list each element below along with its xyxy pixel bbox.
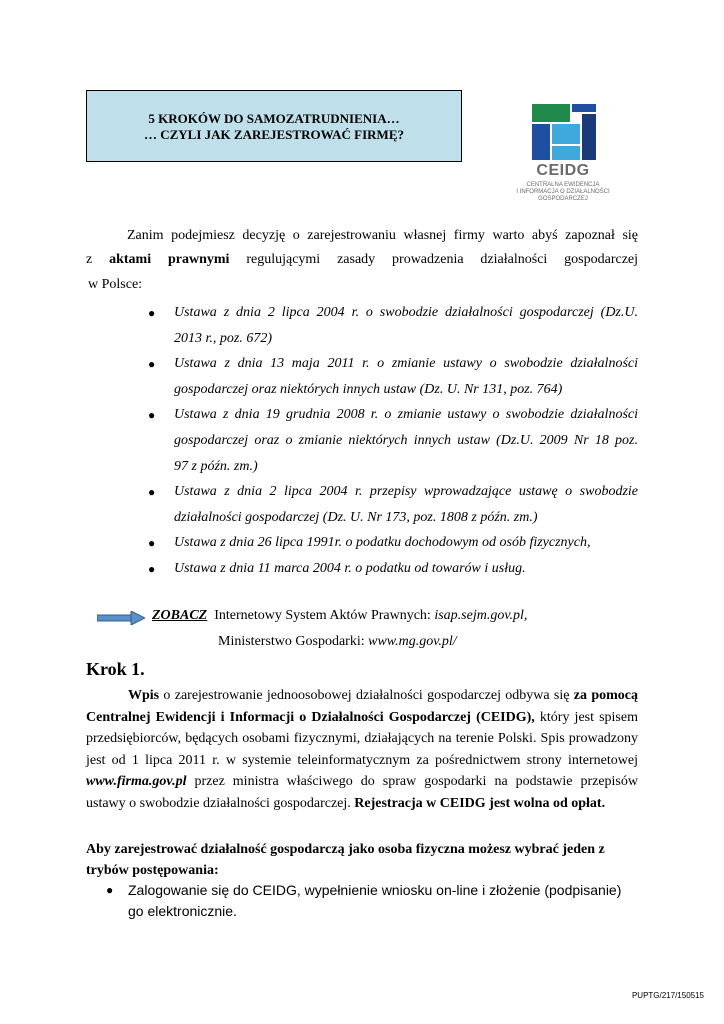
bullet-icon: ● <box>148 536 156 550</box>
see-also-line-1 <box>152 605 632 627</box>
law-item-line: działalności gospodarczej (Dz. U. Nr 173, poz. 1808 z późn. zm.) <box>174 510 538 525</box>
step-1-text-part: który jest spisem przedsiębiorców, będących osobami fizycznymi, działających na terenie Polski. Spis prowadzony jest od 1 lipca 2011 r. w systemie teleinformatycznym za pośrednictwem strony internetowej <box>86 709 638 768</box>
title-line-1: 5 KROKÓW DO SAMOZATRUDNIENIA… <box>148 111 400 126</box>
law-item-line: 97 z późn. zm.) <box>174 459 258 474</box>
logo-subtitle-line-2: I INFORMACJA O DZIAŁALNOŚCI <box>516 189 610 195</box>
law-item-line: gospodarczej oraz o zmianie niektórych innych ustaw (Dz.U. 2009 Nr 18 poz. <box>174 433 638 448</box>
law-item <box>148 530 638 556</box>
see-line-1-text: Internetowy System Aktów Prawnych: <box>214 608 431 623</box>
see-also-line-2 <box>218 631 638 653</box>
firma-link[interactable]: www.firma.gov.pl <box>86 774 187 789</box>
bullet-icon: ● <box>148 485 156 499</box>
step-1-heading: Krok 1. <box>86 659 145 679</box>
free-registration-bold: Rejestracja w CEIDG jest wolna od opłat. <box>354 795 606 811</box>
isap-link[interactable]: isap.sejm.gov.pl, <box>434 608 528 623</box>
intro-line-2 <box>86 248 638 273</box>
logo-subtitle <box>508 182 618 203</box>
law-item <box>148 402 638 480</box>
law-item <box>148 351 638 403</box>
step-1-paragraph <box>86 685 638 814</box>
modes-title: Aby zarejestrować działalność gospodarczą jako osoba fizyczna możesz wybrać jeden z trybów postępowania: <box>86 842 605 878</box>
see-label: ZOBACZ <box>152 608 208 623</box>
mg-link[interactable]: www.mg.gov.pl/ <box>368 634 457 649</box>
document-code: PUPTG/217/150515 <box>631 991 704 1000</box>
bullet-icon: ● <box>148 306 156 320</box>
intro-line-2-post: regulującymi zasady prowadzenia działalności gospodarczej <box>246 252 639 267</box>
law-item <box>148 300 638 352</box>
bullet-icon: ● <box>148 357 156 371</box>
law-item-line: gospodarczej oraz niektórych innych ustaw (Dz. U. Nr 131, poz. 764) <box>174 382 563 397</box>
step-1-text-part: o zarejestrowanie jednoosobowej działalności gospodarczej odbywa się <box>159 688 574 703</box>
see-line-2-text: Ministerstwo Gospodarki: <box>218 634 365 649</box>
ceidg-logo-mark-icon <box>532 104 596 160</box>
logo-subtitle-line-3: GOSPODARCZEJ <box>538 196 588 202</box>
law-item-line: 2013 r., poz. 672) <box>174 331 273 346</box>
bullet-icon: ● <box>106 883 114 897</box>
intro-line-1: Zanim podejmiesz decyzję o zarejestrowaniu własnej firmy warto abyś zapoznał się <box>127 228 638 243</box>
mode-item-text: Zalogowanie się do CEIDG, wypełnienie wniosku on-line i złożenie (podpisanie) go elektronicznie. <box>128 882 622 919</box>
intro-line-2-pre: z <box>86 252 93 267</box>
arrow-right-icon <box>97 611 145 625</box>
legal-acts-bold: aktami prawnymi <box>109 252 230 267</box>
law-item-line: Ustawa z dnia 26 lipca 1991r. o podatku dochodowym od osób fizycznych, <box>174 535 591 550</box>
title-line-2: … CZYLI JAK ZAREJESTROWAĆ FIRMĘ? <box>143 127 405 142</box>
law-item-line: Ustawa z dnia 2 lipca 2004 r. o swobodzie działalności gospodarczej (Dz.U. <box>174 305 638 320</box>
logo-subtitle-line-1: CENTRALNA EWIDENCJA <box>526 182 600 188</box>
logo-word: CEIDG <box>536 162 590 179</box>
law-item <box>148 556 638 582</box>
wpis-bold: Wpis <box>128 688 160 703</box>
law-item-line: Ustawa z dnia 13 maja 2011 r. o zmianie ustawy o swobodzie działalności <box>174 356 638 371</box>
law-item <box>148 479 638 531</box>
intro-line-3: w Polsce: <box>88 277 143 292</box>
law-item-line: Ustawa z dnia 2 lipca 2004 r. przepisy wprowadzające ustawę o swobodzie <box>174 484 638 499</box>
law-item-line: Ustawa z dnia 11 marca 2004 r. o podatku od towarów i usług. <box>174 561 526 576</box>
bullet-icon: ● <box>148 562 156 576</box>
law-item-line: Ustawa z dnia 19 grudnia 2008 r. o zmianie ustawy o swobodzie działalności <box>174 407 638 422</box>
ceidg-bold: za pomocą Centralnej Ewidencji i Informacji o Działalności Gospodarczej (CEIDG), <box>86 688 638 725</box>
bullet-icon: ● <box>148 408 156 422</box>
title-box <box>86 90 462 162</box>
step-1-text-part: przez ministra właściwego do spraw gospodarki na podstawie przepisów ustawy o swobodzie działalności gospodarczej. <box>86 774 638 811</box>
ceidg-logo <box>508 100 638 208</box>
